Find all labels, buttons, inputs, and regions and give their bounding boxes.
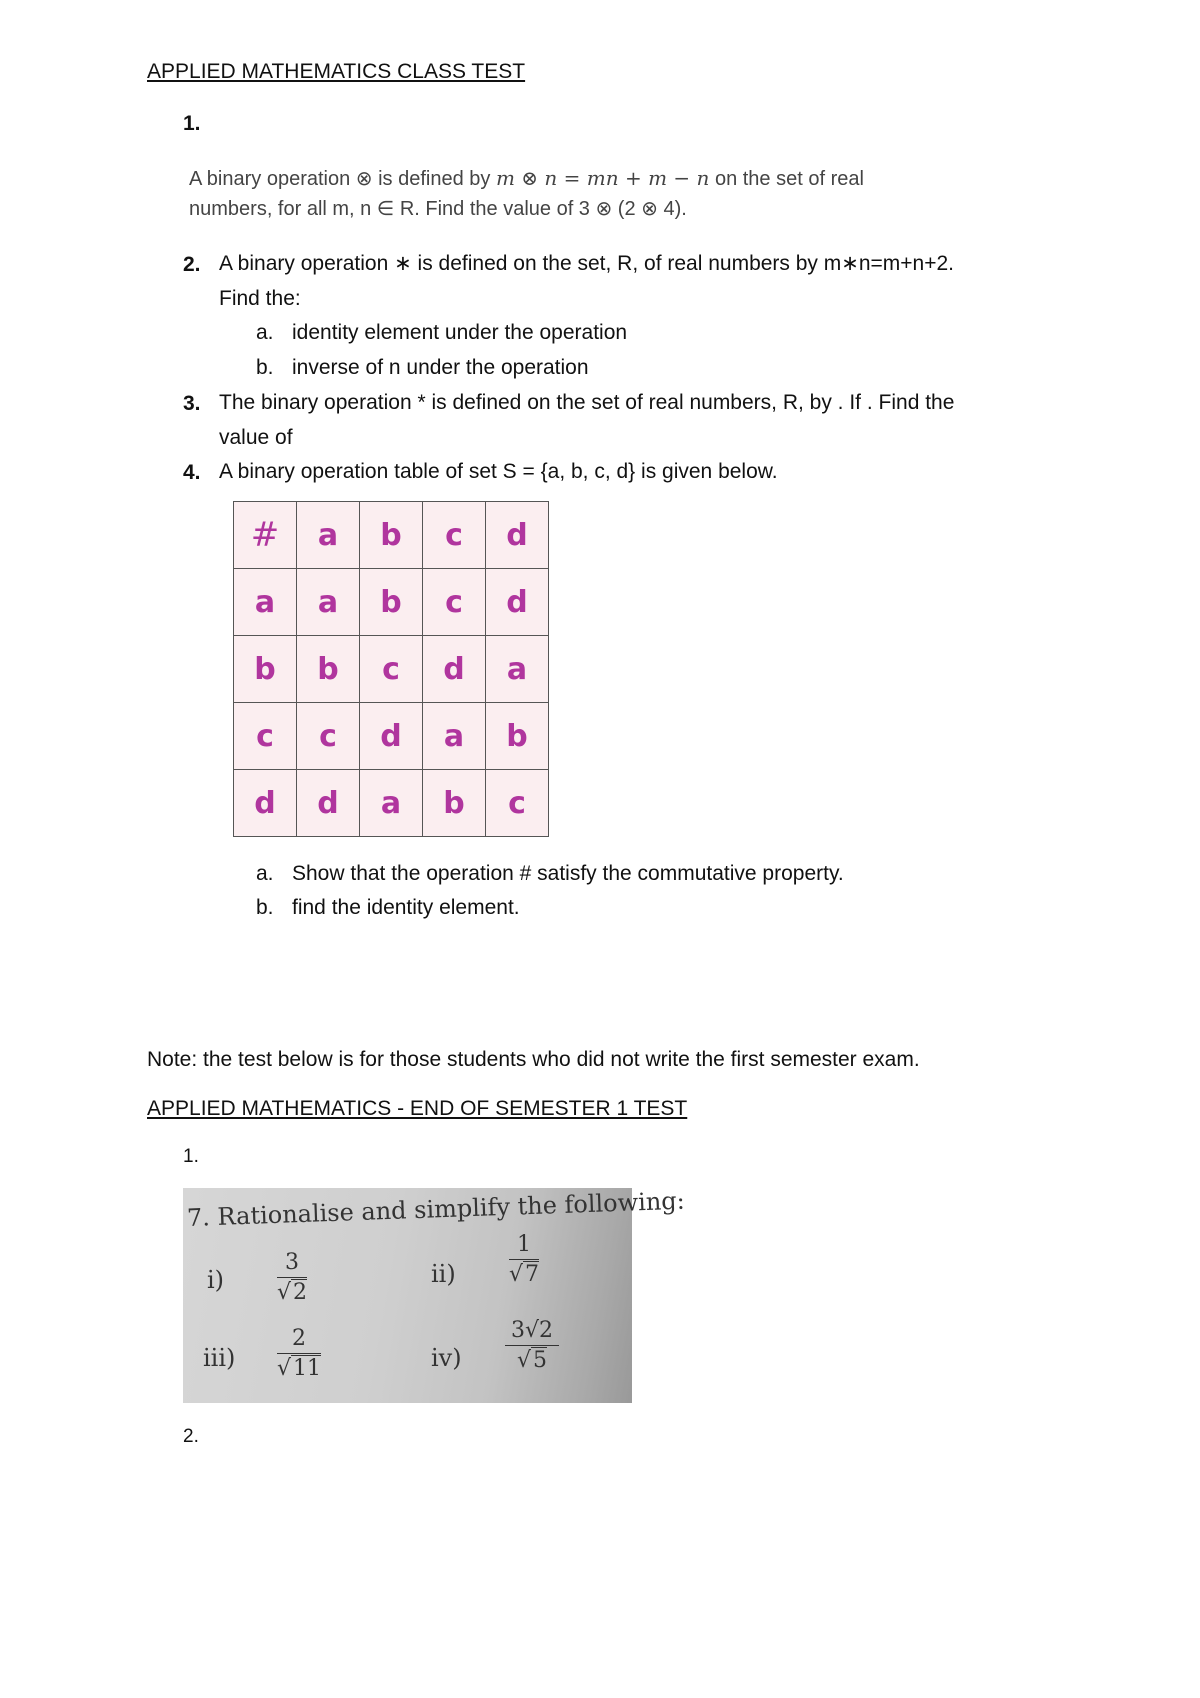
table-row bbox=[234, 636, 549, 703]
section-2-question-1-number: 1. bbox=[183, 1146, 199, 1167]
question-4-number: 4. bbox=[183, 461, 201, 484]
table-cell: c bbox=[360, 636, 423, 703]
table-cell: d bbox=[486, 569, 549, 636]
table-cell: b bbox=[423, 770, 486, 837]
item-i-fraction bbox=[277, 1250, 307, 1305]
table-cell: a bbox=[297, 569, 360, 636]
note-text: Note: the test below is for those students who did not write the first semester exam. bbox=[147, 1048, 920, 1071]
table-cell: b bbox=[360, 569, 423, 636]
table-cell: b bbox=[234, 636, 297, 703]
page-title: APPLIED MATHEMATICS CLASS TEST bbox=[147, 60, 526, 83]
question-4-text: A binary operation table of set S = {a, b, c, d} is given below. bbox=[219, 460, 778, 483]
table-cell: d bbox=[360, 703, 423, 770]
item-iv-label: iv) bbox=[431, 1344, 462, 1372]
table-cell: c bbox=[234, 703, 297, 770]
table-cell: b bbox=[486, 703, 549, 770]
table-cell: c bbox=[423, 502, 486, 569]
table-cell: d bbox=[423, 636, 486, 703]
table-cell: a bbox=[297, 502, 360, 569]
item-iv-denominator: √5 bbox=[516, 1348, 548, 1373]
table-cell: c bbox=[423, 569, 486, 636]
section-2-title: APPLIED MATHEMATICS - END OF SEMESTER 1 TEST bbox=[147, 1097, 688, 1120]
question-4b-text: find the identity element. bbox=[292, 896, 520, 919]
question-2b-label: b. bbox=[256, 356, 274, 379]
item-iv-numerator: 3√2 bbox=[505, 1318, 559, 1346]
table-row bbox=[234, 569, 549, 636]
question-4a-label: a. bbox=[256, 862, 274, 885]
table-cell: d bbox=[486, 502, 549, 569]
photo-heading: 7. Rationalise and simplify the following: bbox=[186, 1186, 686, 1232]
table-cell: b bbox=[297, 636, 360, 703]
item-iii-denominator: √11 bbox=[277, 1356, 322, 1381]
table-cell: c bbox=[486, 770, 549, 837]
question-2a-text: identity element under the operation bbox=[292, 321, 628, 344]
table-cell: c bbox=[297, 703, 360, 770]
item-i-numerator: 3 bbox=[277, 1250, 307, 1278]
question-1-number: 1. bbox=[183, 112, 201, 135]
item-i-label: i) bbox=[207, 1266, 225, 1294]
question-4b-label: b. bbox=[256, 896, 274, 919]
question-2-find: Find the: bbox=[219, 287, 301, 310]
table-cell: a bbox=[234, 569, 297, 636]
item-iii-fraction bbox=[277, 1326, 321, 1381]
item-ii-label: ii) bbox=[431, 1260, 456, 1288]
question-3-text-2: value of bbox=[219, 426, 293, 449]
table-cell: d bbox=[234, 770, 297, 837]
table-row bbox=[234, 770, 549, 837]
rationalise-question-photo bbox=[183, 1186, 686, 1403]
question-1-line-2: numbers, for all m, n ∈ R. Find the value of 3 ⊗ (2 ⊗ 4). bbox=[189, 198, 687, 220]
table-row bbox=[234, 703, 549, 770]
question-2a-label: a. bbox=[256, 321, 274, 344]
question-2-number: 2. bbox=[183, 253, 201, 276]
question-2b-text: inverse of n under the operation bbox=[292, 356, 589, 379]
table-cell: a bbox=[486, 636, 549, 703]
table-cell: a bbox=[360, 770, 423, 837]
item-iii-numerator: 2 bbox=[277, 1326, 321, 1354]
item-iv-fraction bbox=[505, 1318, 559, 1373]
table-cell: a bbox=[423, 703, 486, 770]
question-1-image-text bbox=[189, 163, 864, 224]
item-ii-denominator: √7 bbox=[509, 1262, 540, 1287]
item-ii-numerator: 1 bbox=[509, 1232, 539, 1260]
question-2-text: A binary operation ∗ is defined on the set, R, of real numbers by m∗n=m+n+2. bbox=[219, 252, 955, 275]
section-2-question-2-number: 2. bbox=[183, 1426, 199, 1447]
item-i-denominator: √2 bbox=[277, 1280, 308, 1305]
question-4a-text: Show that the operation # satisfy the commutative property. bbox=[292, 862, 844, 885]
table-cell: d bbox=[297, 770, 360, 837]
question-1-line-1: A binary operation ⊗ is defined by m ⊗ n = mn + m − n on the set of real bbox=[189, 166, 864, 190]
table-cell: # bbox=[234, 502, 297, 569]
table-header-row bbox=[234, 502, 549, 569]
operation-table bbox=[233, 501, 549, 837]
question-3-number: 3. bbox=[183, 392, 201, 415]
item-iii-label: iii) bbox=[203, 1344, 236, 1372]
table-cell: b bbox=[360, 502, 423, 569]
item-ii-fraction bbox=[509, 1232, 539, 1287]
question-3-text: The binary operation * is defined on the set of real numbers, R, by . If . Find the bbox=[219, 391, 955, 414]
